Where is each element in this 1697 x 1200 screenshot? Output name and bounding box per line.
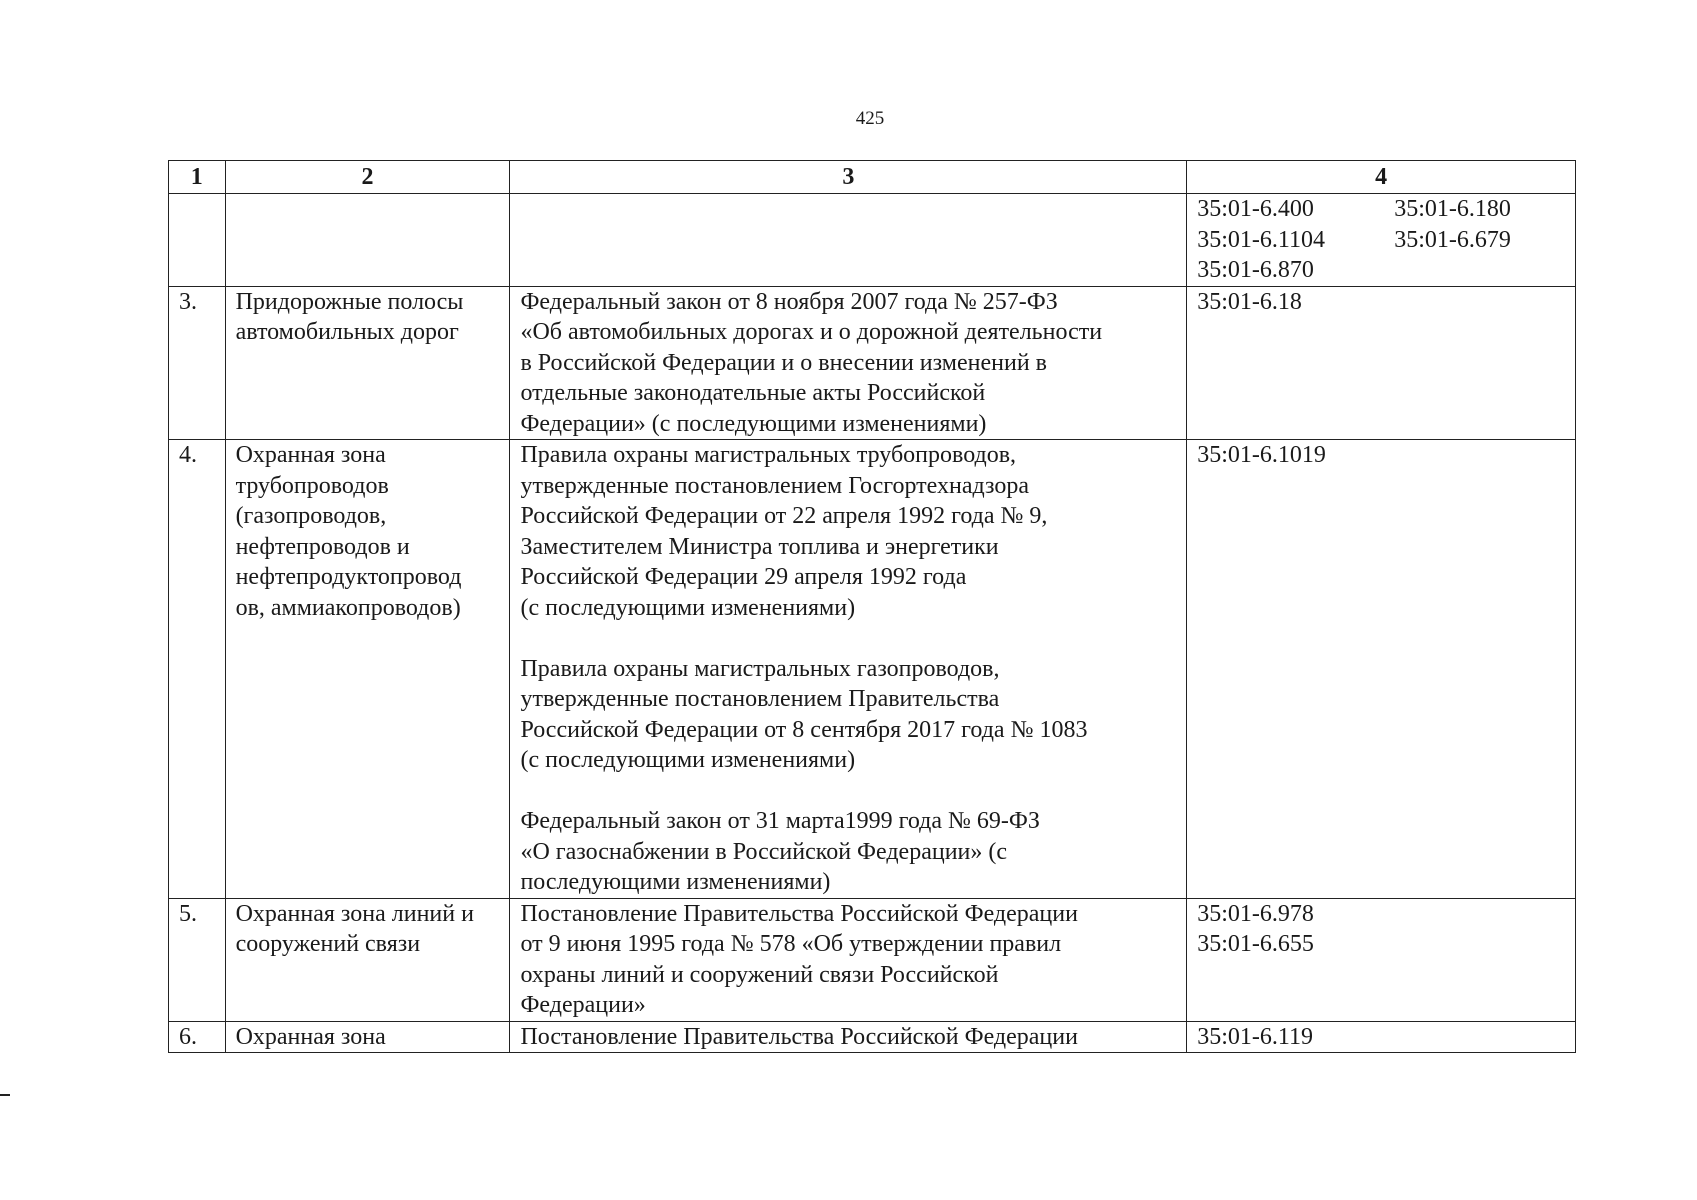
zone-name-cell <box>225 286 510 440</box>
zone-name-line: Охранная зона <box>235 442 386 468</box>
legal-basis-line: Правила охраны магистральных газопроводов, <box>520 655 1000 682</box>
legal-basis-line: Российской Федерации от 8 сентября 2017 года № 1083 <box>520 716 1088 743</box>
cadastral-code: 35:01-6.978 <box>1197 900 1314 927</box>
legal-basis-line: утвержденные постановлением Правительства <box>520 686 1000 712</box>
legal-basis-line: утвержденные постановлением Госгортехнадзора <box>520 472 1029 499</box>
cadastral-code: 35:01-6.119 <box>1197 1023 1313 1050</box>
row-number-cell: 5. <box>169 898 226 1021</box>
legal-basis-paragraph <box>520 440 1186 623</box>
cadastral-codes-list <box>1197 194 1575 286</box>
legal-basis-line: «Об автомобильных дорогах и о дорожной деятельности <box>520 319 1103 345</box>
cadastral-codes-cell <box>1187 194 1576 287</box>
zone-name-cell <box>225 440 510 899</box>
header-col-4: 4 <box>1187 161 1576 194</box>
header-col-2: 2 <box>225 161 510 194</box>
legal-basis-line: (с последующими изменениями) <box>520 594 856 621</box>
zone-name-cell <box>225 1021 510 1053</box>
cadastral-codes-list <box>1197 440 1575 471</box>
zone-name-cell <box>225 194 510 287</box>
legal-basis-cell <box>510 286 1187 440</box>
legal-basis-line: Федеральный закон от 31 марта1999 года № 69-ФЗ <box>520 808 1040 834</box>
legal-basis-line: Постановление Правительства Российской Федерации <box>520 900 1078 927</box>
legal-basis-line: Федеральный закон от 8 ноября 2007 года № 257-ФЗ <box>520 288 1058 315</box>
legal-basis-line: последующими изменениями) <box>520 869 831 895</box>
table-row <box>169 286 1576 440</box>
cadastral-code: 35:01-6.870 <box>1197 257 1314 283</box>
legal-basis-cell <box>510 194 1187 287</box>
zones-table <box>168 160 1576 1053</box>
legal-basis-line: Правила охраны магистральных трубопроводов, <box>520 442 1017 468</box>
legal-basis-paragraph <box>520 654 1186 776</box>
zone-name-cell <box>225 898 510 1021</box>
legal-basis-paragraph <box>520 287 1186 440</box>
legal-basis-line: Федерации» <box>520 992 646 1018</box>
margin-mark <box>0 1094 10 1096</box>
table-header-row <box>169 161 1576 194</box>
cadastral-code: 35:01-6.1019 <box>1197 442 1326 468</box>
legal-basis-cell <box>510 1021 1187 1053</box>
zone-name-line: нефтепроводов и <box>235 533 410 560</box>
table-row <box>169 194 1576 287</box>
cadastral-codes-cell <box>1187 286 1576 440</box>
cadastral-code: 35:01-6.655 <box>1197 931 1314 957</box>
legal-basis-cell <box>510 898 1187 1021</box>
zone-name-line: сооружений связи <box>235 931 421 957</box>
header-col-1: 1 <box>169 161 226 194</box>
cadastral-code: 35:01-6.400 <box>1197 196 1314 222</box>
legal-basis-line: отдельные законодательные акты Российской <box>520 380 986 406</box>
table-body <box>169 194 1576 1053</box>
legal-basis-paragraph <box>520 899 1186 1021</box>
legal-basis-line: от 9 июня 1995 года № 578 «Об утверждении правил <box>520 931 1062 957</box>
cadastral-codes-list <box>1197 1022 1575 1053</box>
page-number: 425 <box>855 108 885 129</box>
cadastral-codes-cell <box>1187 440 1576 899</box>
zone-name-line: (газопроводов, <box>235 503 387 529</box>
legal-basis-line: Российской Федерации от 22 апреля 1992 года № 9, <box>520 503 1048 529</box>
cadastral-code: 35:01-6.18 <box>1197 288 1302 315</box>
row-number-cell: 4. <box>169 440 226 899</box>
legal-basis-line: Российской Федерации 29 апреля 1992 года <box>520 564 967 590</box>
legal-basis-cell <box>510 440 1187 899</box>
table-row <box>169 440 1576 899</box>
zone-name-line: трубопроводов <box>235 472 389 499</box>
zone-name-line: автомобильных дорог <box>235 319 459 345</box>
zone-name-line: ов, аммиакопроводов) <box>235 594 461 621</box>
zone-name-line: Охранная зона <box>235 1023 386 1050</box>
legal-basis-line: охраны линий и сооружений связи Российской <box>520 961 999 988</box>
zone-name-line: нефтепродуктопровод <box>235 564 462 590</box>
cadastral-codes-cell <box>1187 1021 1576 1053</box>
zone-name-line: Придорожные полосы <box>235 288 464 315</box>
header-col-3: 3 <box>510 161 1187 194</box>
legal-basis-line: (с последующими изменениями) <box>520 747 856 773</box>
cadastral-code: 35:01-6.679 <box>1394 226 1511 253</box>
row-number-cell: 6. <box>169 1021 226 1053</box>
cadastral-codes-cell <box>1187 898 1576 1021</box>
cadastral-code: 35:01-6.180 <box>1394 196 1511 222</box>
legal-basis-line: Постановление Правительства Российской Федерации <box>520 1023 1078 1050</box>
cadastral-code: 35:01-6.1104 <box>1197 226 1325 253</box>
zone-name-line: Охранная зона линий и <box>235 900 474 927</box>
legal-basis-line: Заместителем Министра топлива и энергетики <box>520 533 999 560</box>
legal-basis-paragraph <box>520 1022 1186 1053</box>
cadastral-codes-list <box>1197 287 1575 318</box>
table-row <box>169 898 1576 1021</box>
legal-basis-line: в Российской Федерации и о внесении изменений в <box>520 349 1047 376</box>
legal-basis-paragraph <box>520 806 1186 898</box>
table-row <box>169 1021 1576 1053</box>
cadastral-codes-list <box>1197 899 1575 960</box>
row-number-cell: 3. <box>169 286 226 440</box>
legal-basis-line: Федерации» (с последующими изменениями) <box>520 410 987 437</box>
row-number-cell <box>169 194 226 287</box>
legal-basis-line: «О газоснабжении в Российской Федерации» (с <box>520 838 1008 865</box>
